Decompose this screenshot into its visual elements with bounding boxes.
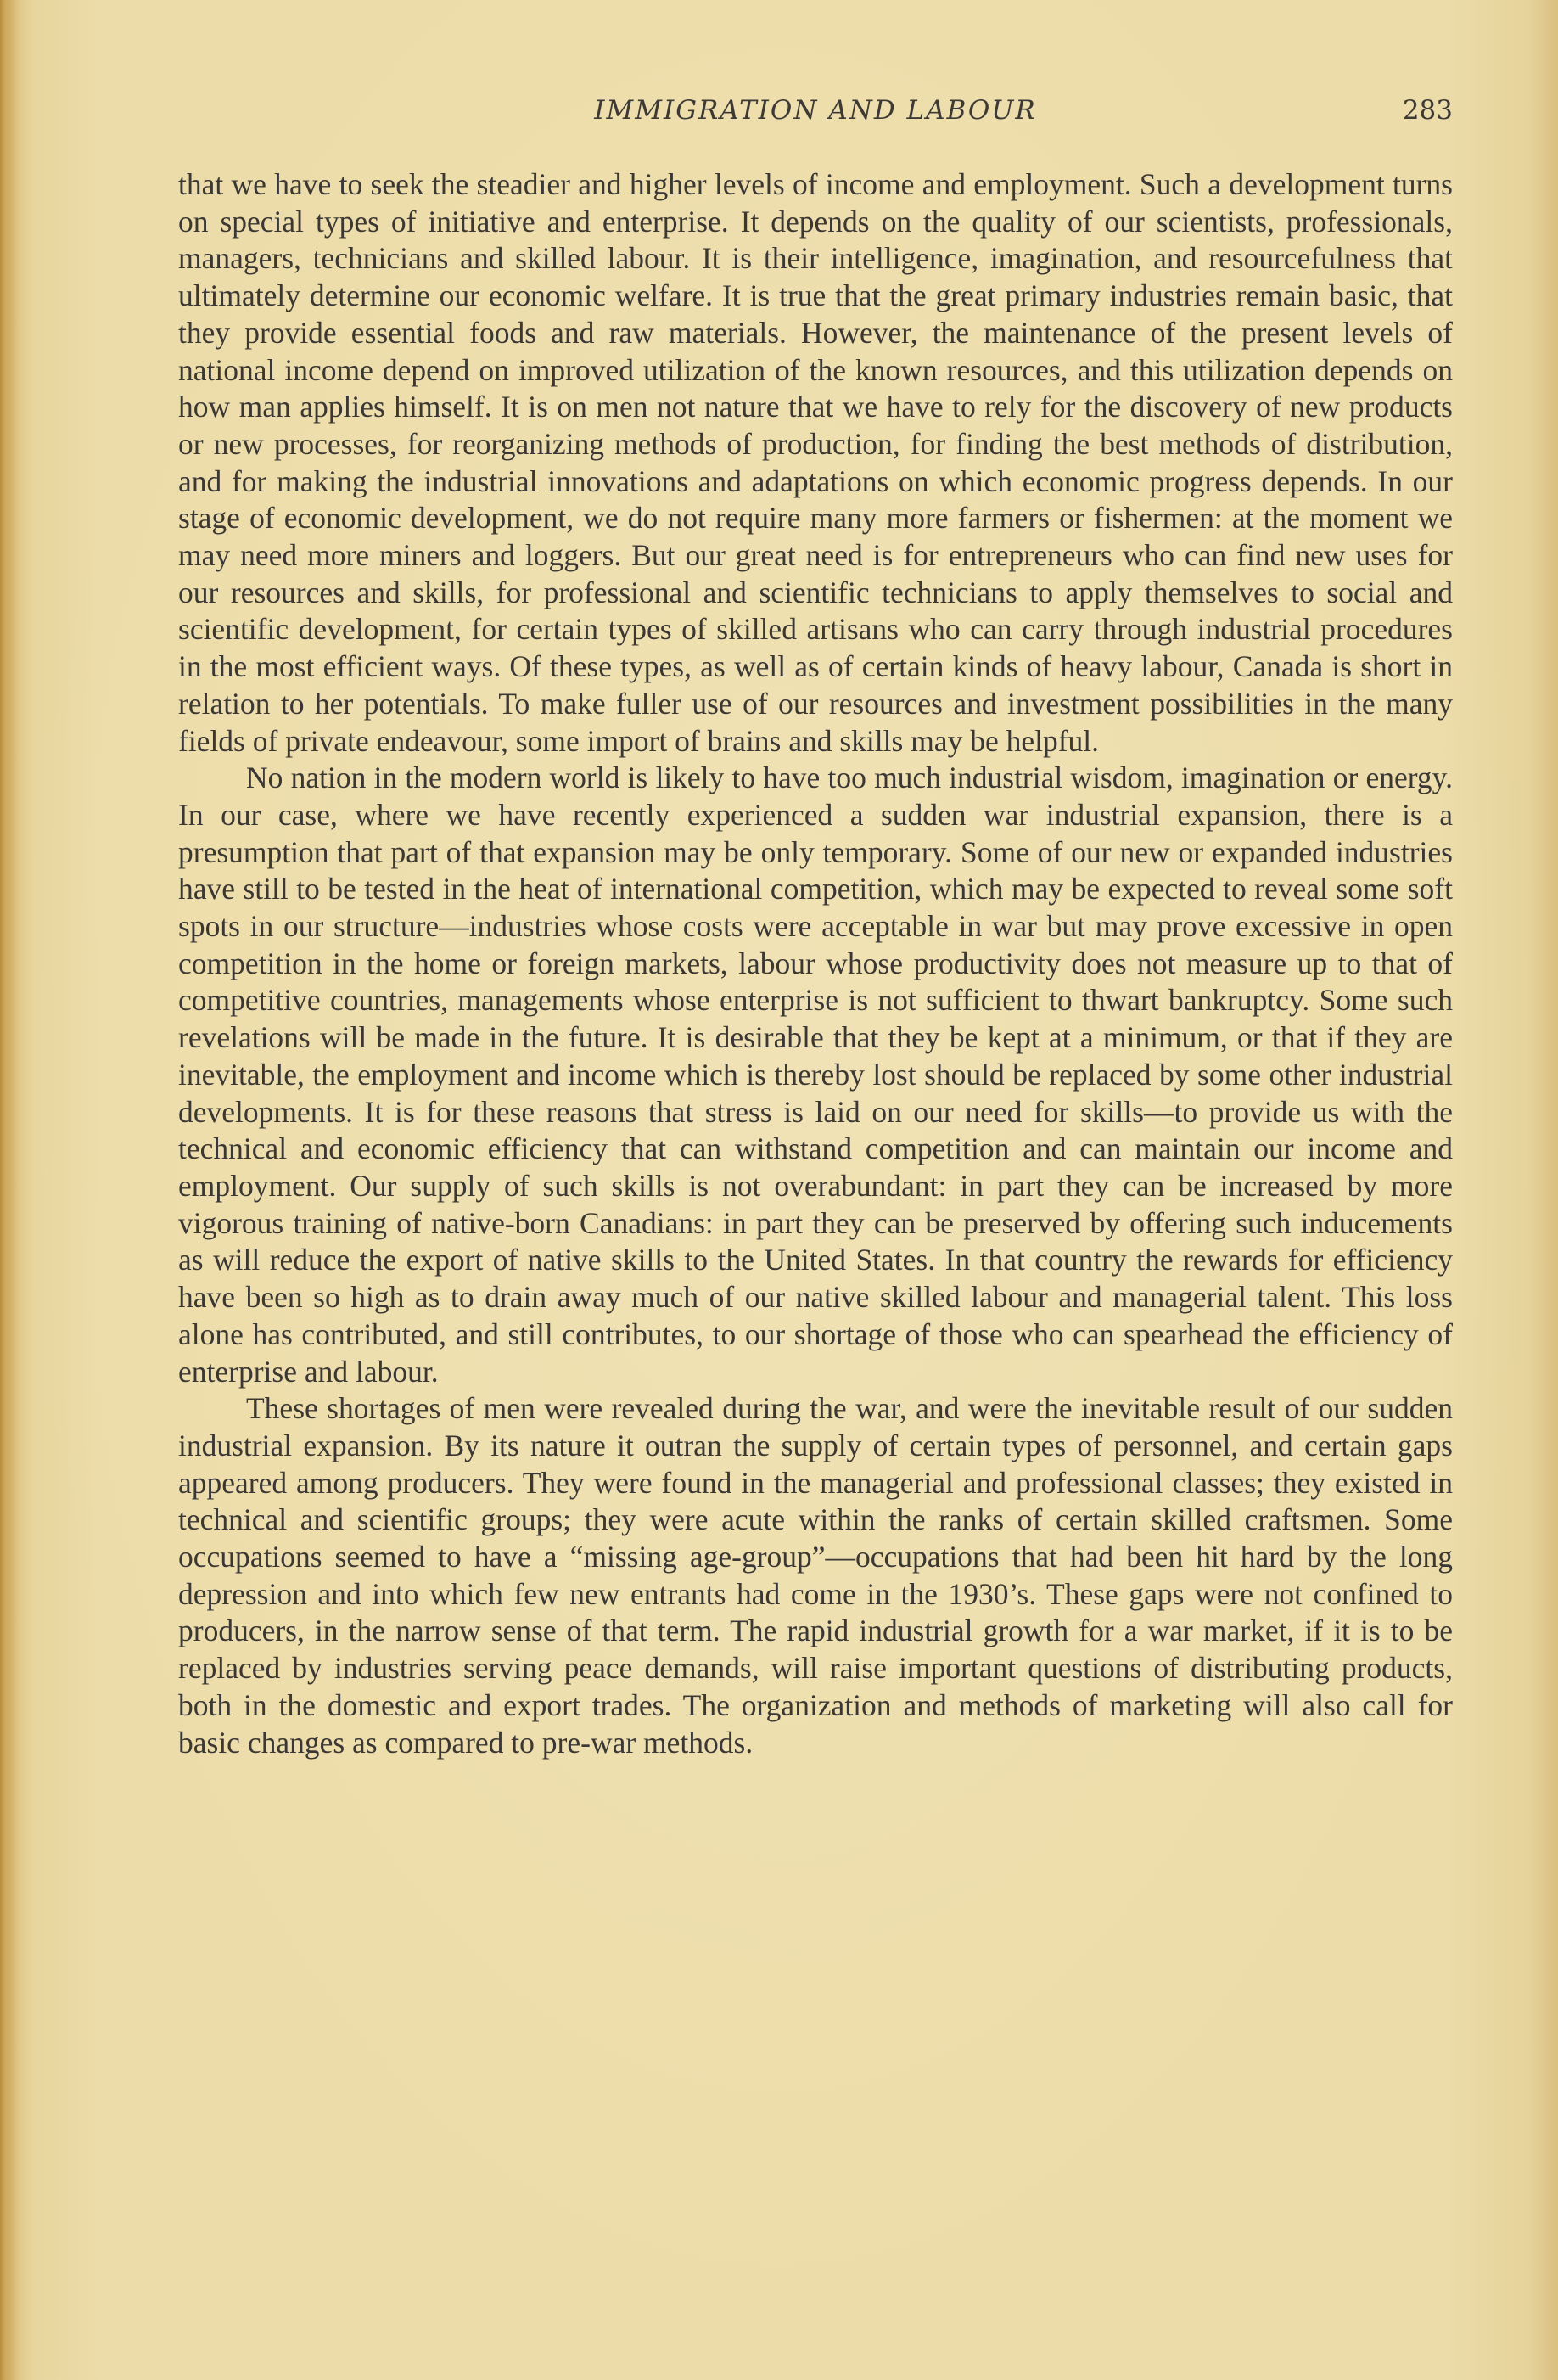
paragraph-continued: that we have to seek the steadier and higher levels of income and employment. Such a development turns on special types of initiative and enterprise. It depends on the quality of our scientists, professionals, managers, technicians and skilled labour. It is their intelligence, imagination, and resourcefulness that ultimately determine our economic welfare. It is true that the great primary industries remain basic, that they provide essential foods and raw materials. However, the maintenance of the present levels of national income depend on improved utilization of the known resources, and this utilization depends on how man applies himself. It is on men not nature that we have to rely for the discovery of new products or new processes, for reorganizing methods of production, for finding the best methods of distribution, and for making the industrial innovations and adaptations on which economic progress depends. In our stage of economic development, we do not require many more farmers or fishermen: at the moment we may need more miners and loggers. But our great need is for entrepreneurs who can find new uses for our resources and skills, for professional and scientific technicians to apply themselves to social and scientific development, for certain types of skilled artisans who can carry through industrial procedures in the most efficient ways. Of these types, as well as of certain kinds of heavy labour, Canada is short in relation to her potentials. To make fuller use of our resources and investment possibilities in the many fields of private endeavour, some import of brains and skills may be helpful. [178, 167, 1453, 758]
running-head: IMMIGRATION AND LABOUR [594, 95, 1037, 126]
paragraph: No nation in the modern world is likely to have too much industrial wisdom, imagination or energy. In our case, where we have recently experienced a sudden war industrial expansion, there is a presumption that part of that expansion may be only temporary. Some of our new or expanded industries have still to be tested in the heat of international competition, which may be expected to reveal some soft spots in our structure—industries whose costs were acceptable in war but may prove excessive in open competition in the home or foreign markets, labour whose productivity does not measure up to that of competitive countries, managements whose enterprise is not sufficient to thwart bankruptcy. Some such revelations will be made in the future. It is desirable that they be kept at a minimum, or that if they are inevitable, the employment and income which is thereby lost should be replaced by some other industrial developments. It is for these reasons that stress is laid on our need for skills—to provide us with the technical and economic efficiency that can withstand competition and can maintain our income and employment. Our supply of such skills is not overabundant: in part they can be increased by more vigorous training of native-born Canadians: in part they can be preserved by offering such inducements as will reduce the export of native skills to the United States. In that country the rewards for efficiency have been so high as to drain away much of our native skilled labour and managerial talent. This loss alone has contributed, and still contributes, to our shortage of those who can spearhead the efficiency of enterprise and labour. [178, 761, 1453, 1389]
paragraph: These shortages of men were revealed during the war, and were the inevitable result of our sudden industrial expansion. By its nature it outran the supply of certain types of personnel, and certain gaps appeared among producers. They were found in the managerial and professional classes; they existed in technical and scientific groups; they were acute within the ranks of certain skilled craftsmen. Some occupations seemed to have a “missing age-group”—occupations that had been hit hard by the long depression and into which few new entrants had come in the 1930’s. These gaps were not confined to producers, in the narrow sense of that term. The rapid industrial growth for a war market, if it is to be replaced by industries serving peace demands, will raise important questions of distributing products, both in the domestic and export trades. The organization and methods of marketing will also call for basic changes as compared to pre-war methods. [178, 1391, 1453, 1760]
page-number: 283 [1402, 95, 1453, 126]
page-binding-edge [0, 0, 19, 2380]
body-text [178, 166, 1453, 1761]
page-header [178, 95, 1453, 141]
